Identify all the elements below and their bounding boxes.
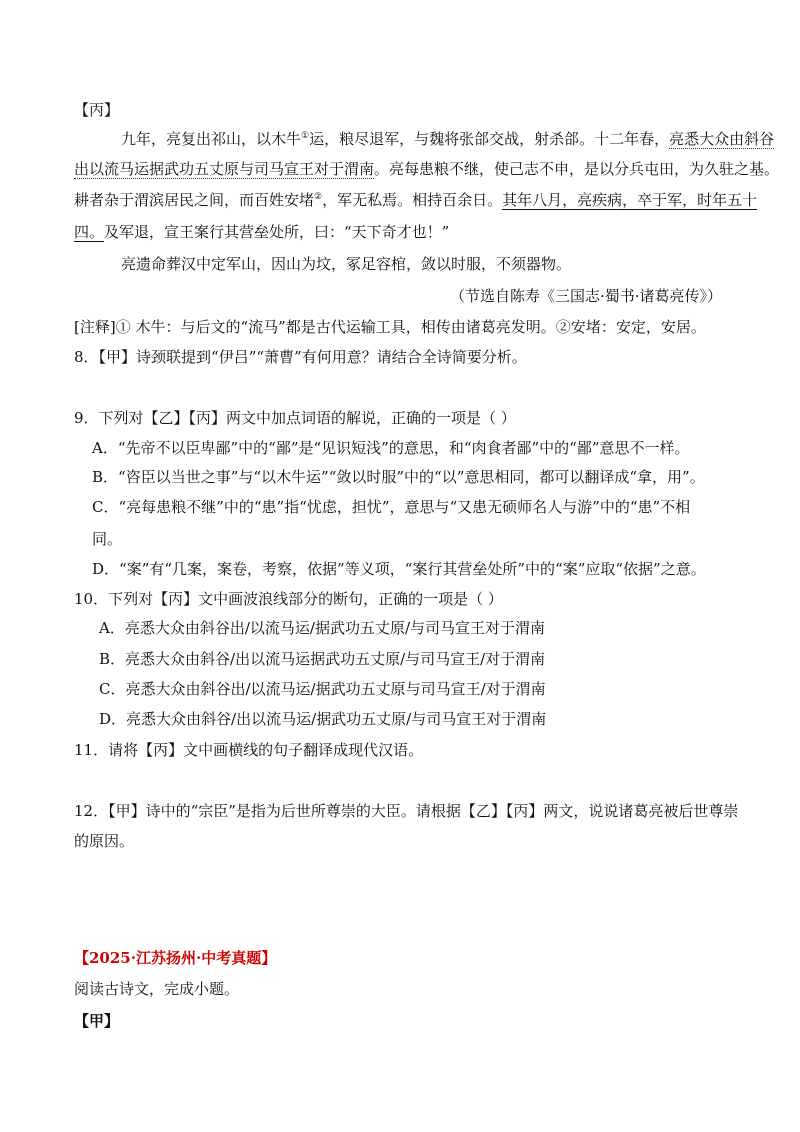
- exam-source-tag: 【2025·江苏扬州·中考真题】: [74, 949, 277, 967]
- passage-line-5: 亮遗命葬汉中定军山，因山为坟，冢足容棺，敛以时服，不须器物。: [121, 255, 572, 273]
- passage-heading: 【丙】: [74, 101, 120, 119]
- question-9-option-a: A．“先帝不以臣卑鄙”中的“鄙”是“见识短浅”的意思，和“肉食者鄙”中的“鄙”意思不一样。: [92, 439, 690, 457]
- passage-line-2: 出以流马运据武功五丈原与司马宣王对于渭南。亮每患粮不继，使己志不申，是以分兵屯田，为久驻之基。: [74, 160, 780, 178]
- question-10-option-c: C．亮悉大众由斜谷出/以流马运/据武功五丈原与司马宣王/对于渭南: [99, 680, 546, 698]
- question-9-option-d: D．“案”有“几案，案卷，考察，依据”等义项，“案行其营垒处所”中的“案”应取“依据”之意。: [92, 560, 706, 578]
- reading-instruction: 阅读古诗文，完成小题。: [74, 980, 240, 998]
- question-8: 8．【甲】诗颈联提到“伊吕”“萧曹”有何用意？请结合全诗简要分析。: [74, 348, 527, 366]
- passage-line-4: 四。及军退，宣王案行其营垒处所，曰：“天下奇才也！”: [74, 223, 450, 241]
- question-9-option-c: C．“亮每患粮不继”中的“患”指“忧虑，担忧”，意思与“又患无硕师名人与游”中的“患”不相: [92, 498, 691, 516]
- question-10-option-d: D．亮悉大众由斜谷/出以流马运/据武功五丈原/与司马宣王对于渭南: [99, 710, 547, 728]
- passage-line-3: 耕者杂于渭滨居民之间，而百姓安堵②，军无私焉。相持百余日。其年八月，亮疾病，卒于军，时年五十: [74, 191, 758, 209]
- next-passage-heading: 【甲】: [74, 1012, 120, 1030]
- question-10-option-b: B．亮悉大众由斜谷/出以流马运据武功五丈原/与司马宣王/对于渭南: [99, 650, 546, 668]
- annotation: [注释]① 木牛：与后文的“流马”都是古代运输工具，相传由诸葛亮发明。②安堵：安定，安居。: [74, 318, 706, 336]
- question-10-option-a: A．亮悉大众由斜谷出/以流马运/据武功五丈原/与司马宣王对于渭南: [99, 619, 545, 637]
- question-11: 11．请将【丙】文中画横线的句子翻译成现代汉语。: [74, 741, 424, 759]
- question-9-option-c-cont: 同。: [92, 530, 123, 548]
- question-12: 12．【甲】诗中的“宗臣”是指为后世所尊崇的大臣。请根据【乙】【丙】两文，说说诸葛亮被后世尊崇: [74, 802, 739, 820]
- passage-line-1: 九年，亮复出祁山，以木牛①运，粮尽退军，与魏将张郃交战，射杀郃。十二年春，亮悉大众由斜谷: [121, 130, 775, 148]
- question-10: 10．下列对【丙】文中画波浪线部分的断句，正确的一项是（ ）: [74, 590, 503, 608]
- passage-source: （节选自陈寿《三国志·蜀书·诸葛亮传》）: [449, 287, 722, 305]
- question-9: 9．下列对【乙】【丙】两文中加点词语的解说，正确的一项是（ ）: [74, 409, 516, 427]
- question-9-option-b: B．“咨臣以当世之事”与“以木牛运”“敛以时服”中的“以”意思相同，都可以翻译成“拿，用”。: [92, 468, 705, 486]
- question-12-cont: 的原因。: [74, 832, 135, 850]
